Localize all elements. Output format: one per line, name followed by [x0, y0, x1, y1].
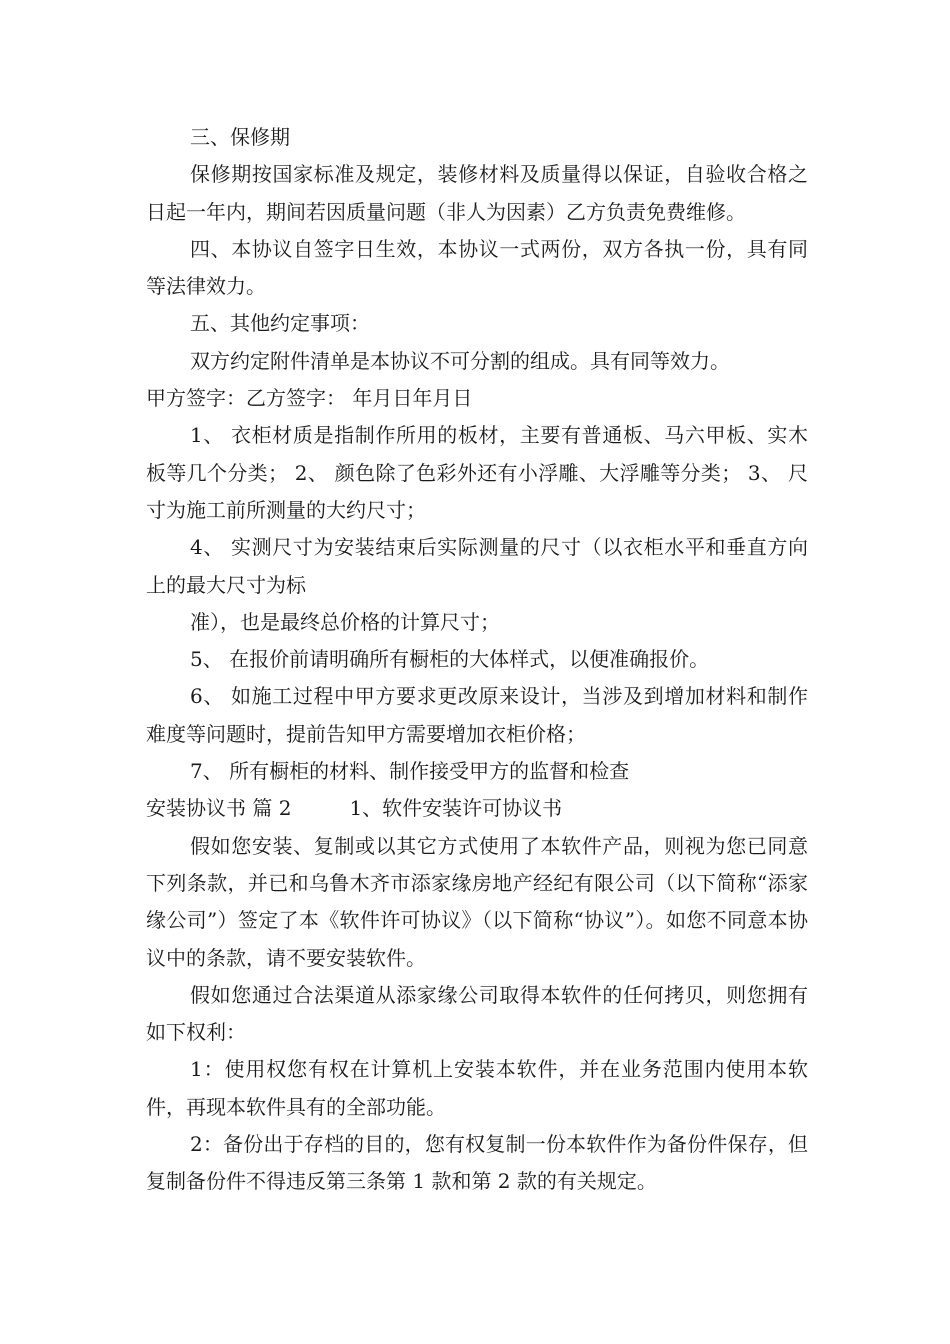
license-rights-intro: 假如您通过合法渠道从添家缘公司取得本软件的任何拷贝，则您拥有如下权利： [146, 982, 808, 1045]
part-2-heading-right: 1、软件安装许可协议书 [349, 796, 563, 821]
license-right-1: 1：使用权您有权在计算机上安装本软件，并在业务范围内使用本软件，再现本软件具有的全部功能。 [146, 1057, 808, 1119]
section-5-title: 五、其他约定事项： [190, 311, 370, 336]
signature-line: 甲方签字：乙方签字： 年月日年月日 [146, 386, 473, 411]
note-item-7: 7、 所有橱柜的材料、制作接受甲方的监督和检查 [190, 759, 630, 784]
note-item-5: 5、 在报价前请明确所有橱柜的大体样式，以便准确报价。 [190, 647, 710, 672]
section-5-body: 双方约定附件清单是本协议不可分割的组成。具有同等效力。 [190, 348, 730, 373]
part-2-heading-left: 安装协议书 篇 2 [146, 796, 292, 821]
license-intro: 假如您安装、复制或以其它方式使用了本软件产品，则视为您已同意下列条款，并已和乌鲁木齐市添家缘房地产经纪有限公司（以下简称“添家缘公司”）签定了本《软件许可协议》（以下简称“协议”）。如您不同意本协议中的条款，请不要安装软件。 [146, 833, 808, 970]
document-page [146, 119, 808, 1201]
note-items-1-3: 1、 衣柜材质是指制作所用的板材，主要有普通板、马六甲板、实木板等几个分类； 2、 颜色除了色彩外还有小浮雕、大浮雕等分类； 3、 尺寸为施工前所测量的大约尺寸； [146, 423, 808, 522]
section-3-body: 保修期按国家标准及规定，装修材料及质量得以保证，自验收合格之日起一年内，期间若因质量问题（非人为因素）乙方负责免费维修。 [146, 162, 808, 224]
note-item-6: 6、 如施工过程中甲方要求更改原来设计，当涉及到增加材料和制作难度等问题时，提前告知甲方需要增加衣柜价格； [146, 684, 808, 746]
note-item-4a: 4、 实测尺寸为安装结束后实际测量的尺寸（以衣柜水平和垂直方向上的最大尺寸为标 [146, 535, 808, 597]
license-right-2: 2：备份出于存档的目的，您有权复制一份本软件作为备份件保存，但复制备份件不得违反第三条第 1 款和第 2 款的有关规定。 [146, 1132, 808, 1194]
part-2-heading [146, 790, 808, 827]
section-3-title: 三、保修期 [190, 125, 290, 149]
note-item-4b: 准），也是最终总价格的计算尺寸； [190, 609, 500, 634]
section-4-body: 四、本协议自签字日生效，本协议一式两份，双方各执一份，具有同等法律效力。 [146, 236, 808, 299]
